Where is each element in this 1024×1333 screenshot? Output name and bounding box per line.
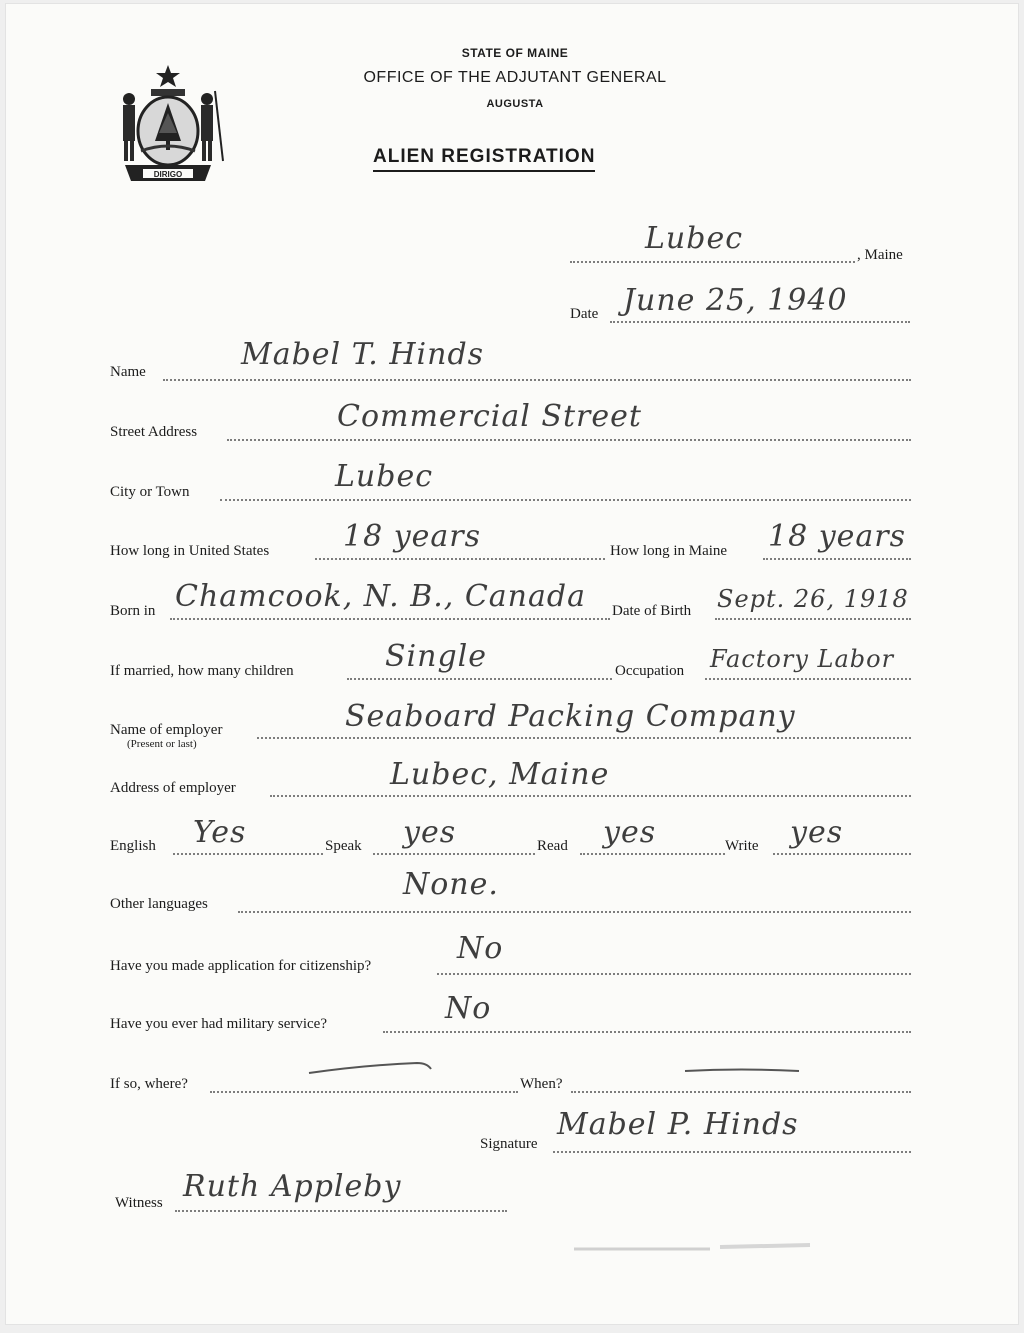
where-label: If so, where? (110, 1076, 188, 1092)
dob-label: Date of Birth (612, 603, 692, 619)
when-line (571, 1091, 911, 1093)
form-title: ALIEN REGISTRATION (373, 146, 595, 172)
write-line (773, 853, 911, 855)
born-in-entry: Chamcook, N. B., Canada (175, 579, 586, 614)
citizenship-line (437, 973, 911, 975)
us-duration-line (315, 558, 605, 560)
city-line (220, 499, 911, 501)
city-heading: AUGUSTA (486, 98, 544, 110)
maine-label: , Maine (857, 247, 903, 263)
occupation-label: Occupation (615, 663, 685, 679)
maine-state-seal-icon (111, 61, 229, 187)
military-line (383, 1031, 911, 1033)
witness-label: Witness (115, 1195, 163, 1211)
name-label: Name (110, 364, 146, 380)
name-entry: Mabel T. Hinds (241, 337, 485, 372)
english-entry: Yes (193, 815, 247, 850)
when-dash-mark (681, 1063, 805, 1079)
children-entry: Single (385, 639, 488, 674)
us-duration-label: How long in United States (110, 543, 270, 559)
city-entry: Lubec (335, 459, 434, 494)
citizenship-label: Have you made application for citizenship? (110, 958, 372, 974)
maine-duration-entry: 18 years (768, 519, 907, 554)
witness-line (175, 1210, 507, 1212)
town-line (570, 261, 855, 263)
military-entry: No (445, 991, 492, 1026)
occupation-entry: Factory Labor (710, 645, 895, 673)
alien-registration-form (5, 3, 1019, 1325)
where-line (210, 1091, 518, 1093)
children-line (347, 678, 612, 680)
read-label: Read (537, 838, 568, 854)
employer-note: (Present or last) (127, 738, 197, 750)
employer-address-label: Address of employer (110, 780, 236, 796)
employer-address-entry: Lubec, Maine (390, 757, 610, 792)
other-languages-entry: None. (403, 867, 499, 902)
speak-label: Speak (325, 838, 362, 854)
english-label: English (110, 838, 156, 854)
signature-entry: Mabel P. Hinds (557, 1107, 799, 1142)
when-label: When? (520, 1076, 563, 1092)
city-label: City or Town (110, 484, 190, 500)
date-label: Date (570, 306, 599, 322)
read-entry: yes (603, 815, 657, 850)
speak-entry: yes (403, 815, 457, 850)
town-entry: Lubec (645, 221, 744, 256)
name-line (163, 379, 911, 381)
write-label: Write (725, 838, 759, 854)
occupation-line (705, 678, 911, 680)
seal-motto: DIRIGO (153, 170, 183, 179)
employer-entry: Seaboard Packing Company (345, 699, 796, 734)
date-line (610, 321, 910, 323)
born-in-line (170, 618, 610, 620)
read-line (580, 853, 725, 855)
born-in-label: Born in (110, 603, 156, 619)
speak-line (373, 853, 535, 855)
witness-entry: Ruth Appleby (183, 1169, 402, 1204)
dob-entry: Sept. 26, 1918 (717, 585, 909, 613)
other-languages-label: Other languages (110, 896, 208, 912)
english-line (173, 853, 323, 855)
signature-line (553, 1151, 911, 1153)
where-dash-mark (305, 1055, 437, 1079)
dob-line (715, 618, 911, 620)
faint-stamp-mark (570, 1237, 820, 1255)
write-entry: yes (790, 815, 844, 850)
maine-duration-line (763, 558, 911, 560)
other-languages-line (238, 911, 911, 913)
date-entry: June 25, 1940 (623, 283, 848, 318)
maine-duration-label: How long in Maine (610, 543, 728, 559)
children-label: If married, how many children (110, 663, 294, 679)
state-heading: STATE OF MAINE (461, 46, 569, 60)
military-label: Have you ever had military service? (110, 1016, 327, 1032)
street-line (227, 439, 911, 441)
citizenship-entry: No (457, 931, 504, 966)
office-heading: OFFICE OF THE ADJUTANT GENERAL (363, 69, 667, 86)
signature-label: Signature (480, 1136, 538, 1152)
street-label: Street Address (110, 424, 198, 440)
employer-label: Name of employer (110, 722, 223, 738)
employer-address-line (270, 795, 911, 797)
employer-line (257, 737, 911, 739)
us-duration-entry: 18 years (343, 519, 482, 554)
street-entry: Commercial Street (337, 399, 642, 434)
